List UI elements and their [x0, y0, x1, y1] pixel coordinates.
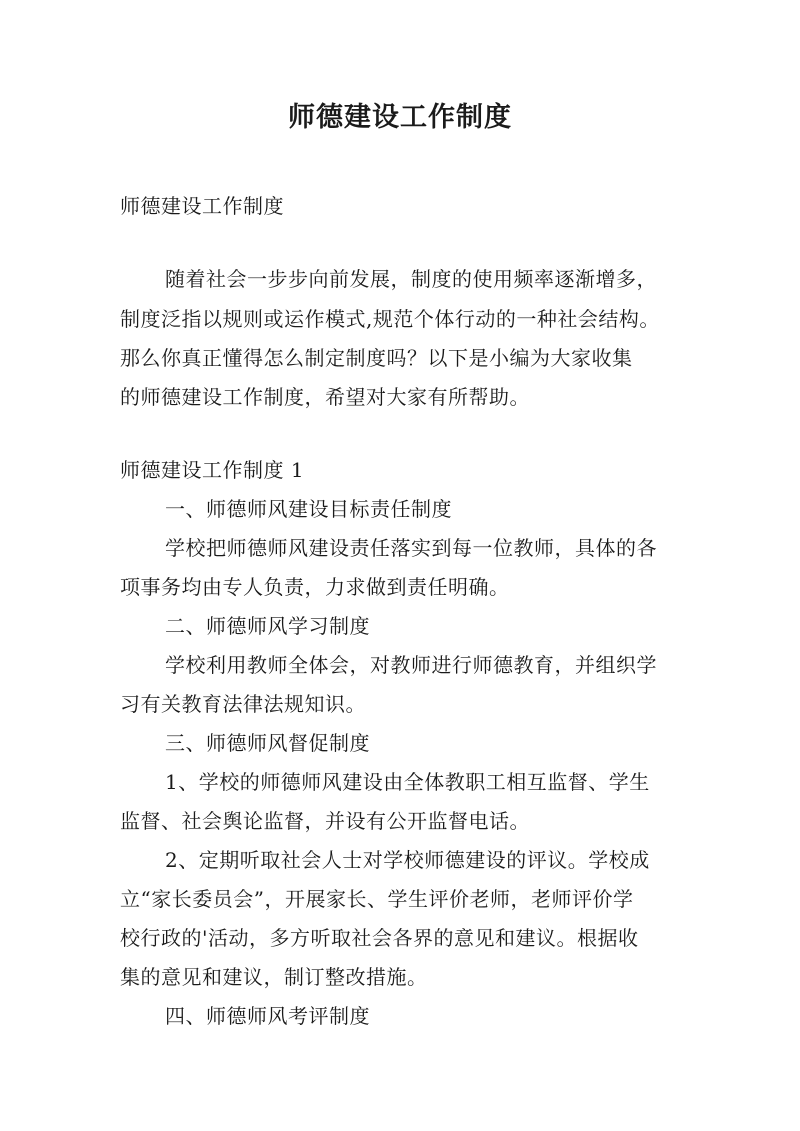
item-heading-1: 一、师德师风建设目标责任制度 — [165, 497, 452, 521]
item-heading-3: 三、师德师风督促制度 — [165, 731, 370, 755]
item-heading-2: 二、师德师风学习制度 — [165, 614, 370, 638]
intro-line-4: 的师德建设工作制度，希望对大家有所帮助。 — [120, 385, 530, 409]
item-heading-4: 四、师德师风考评制度 — [165, 1004, 370, 1028]
intro-line-1: 随着社会一步步向前发展，制度的使用频率逐渐增多， — [165, 267, 657, 291]
item-paragraph-3b-line-4: 集的意见和建议，制订整改措施。 — [120, 965, 428, 989]
item-paragraph-3b-line-3: 校行政的'活动，多方听取社会各界的意见和建议。根据收 — [120, 926, 639, 950]
document-subtitle: 师德建设工作制度 — [120, 194, 284, 218]
item-paragraph-3b-line-2: 立“家长委员会”，开展家长、学生评价老师，老师评价学 — [120, 887, 634, 911]
item-paragraph-3a-line-1: 1、学校的师德师风建设由全体教职工相互监督、学生 — [165, 770, 650, 794]
section-heading: 师德建设工作制度 1 — [120, 458, 305, 482]
item-paragraph-3b-line-1: 2、定期听取社会人士对学校师德建设的评议。学校成 — [165, 848, 650, 872]
item-paragraph-1-line-2: 项事务均由专人负责，力求做到责任明确。 — [120, 575, 510, 599]
item-paragraph-2-line-2: 习有关教育法律法规知识。 — [120, 692, 366, 716]
item-paragraph-1-line-1: 学校把师德师风建设责任落实到每一位教师，具体的各 — [165, 536, 657, 560]
intro-line-3: 那么你真正懂得怎么制定制度吗？以下是小编为大家收集 — [120, 346, 633, 370]
intro-line-2: 制度泛指以规则或运作模式,规范个体行动的一种社会结构。 — [120, 307, 660, 331]
document-title: 师德建设工作制度 — [288, 102, 512, 133]
item-paragraph-3a-line-2: 监督、社会舆论监督，并设有公开监督电话。 — [120, 809, 530, 833]
item-paragraph-2-line-1: 学校利用教师全体会，对教师进行师德教育，并组织学 — [165, 653, 657, 677]
